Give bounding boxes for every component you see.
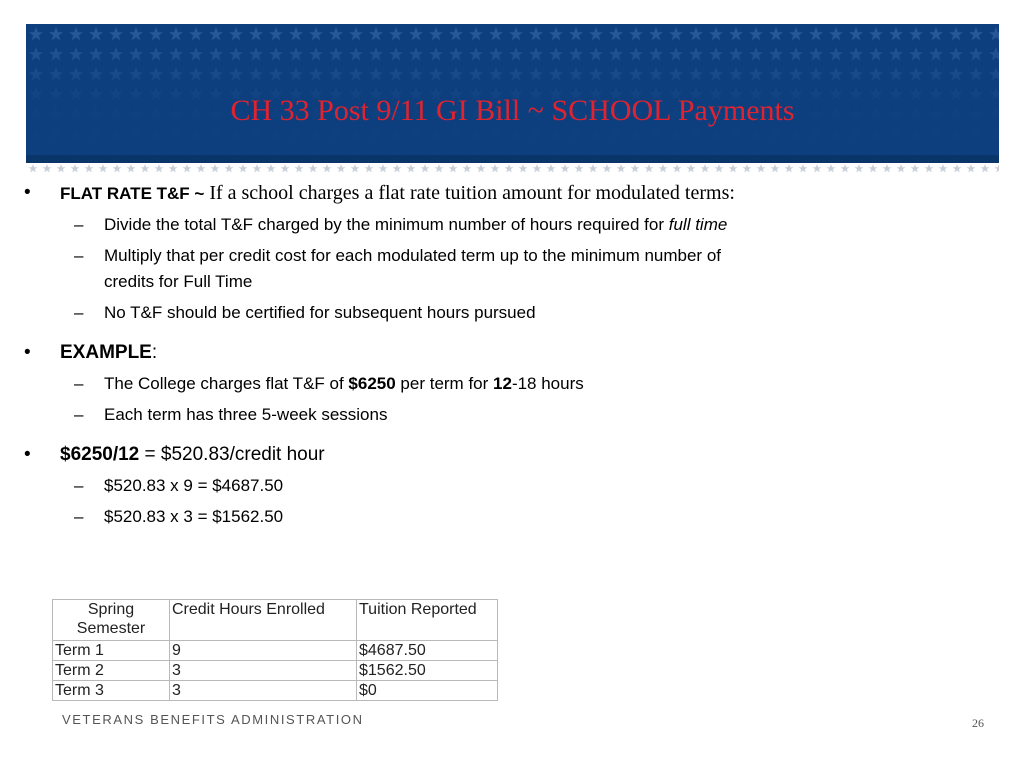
footer-org: VETERANS BENEFITS ADMINISTRATION bbox=[62, 712, 364, 727]
dash-glyph: – bbox=[74, 246, 84, 265]
sub-bullet-text: per term for bbox=[395, 374, 494, 393]
table-cell: Term 3 bbox=[53, 681, 170, 701]
sub-bullet-hours: 12 bbox=[493, 374, 512, 393]
table-cell: $1562.50 bbox=[357, 661, 498, 681]
table-cell: $4687.50 bbox=[357, 641, 498, 661]
bullet-rate-calc bbox=[24, 442, 984, 468]
banner-bottom-band bbox=[26, 155, 999, 163]
table-row bbox=[53, 681, 498, 701]
dash-glyph: – bbox=[74, 405, 84, 424]
sub-bullet-text-line2: credits for Full Time bbox=[104, 272, 253, 291]
dash-glyph: – bbox=[74, 476, 84, 495]
slide-title: CH 33 Post 9/11 GI Bill ~ SCHOOL Payments bbox=[230, 94, 795, 127]
col-header-tuition: Tuition Reported bbox=[357, 600, 498, 641]
title-banner bbox=[26, 24, 999, 163]
bullet-example bbox=[24, 340, 984, 366]
sub-bullet-text: Divide the total T&F charged by the minimum number of hours required for bbox=[104, 215, 669, 234]
sub-bullet bbox=[24, 473, 984, 499]
sub-bullet bbox=[24, 402, 984, 428]
tuition-table bbox=[52, 599, 498, 701]
page-number: 26 bbox=[972, 716, 984, 730]
bullet-text: If a school charges a flat rate tuition amount for modulated terms: bbox=[204, 182, 735, 204]
table-row bbox=[53, 661, 498, 681]
sub-bullet bbox=[24, 504, 984, 530]
sub-bullet-text: The College charges flat T&F of bbox=[104, 374, 349, 393]
sub-bullet-text: No T&F should be certified for subsequent hours pursued bbox=[104, 303, 536, 322]
banner-star-strip bbox=[26, 163, 999, 173]
table-cell: $0 bbox=[357, 681, 498, 701]
dash-glyph: – bbox=[74, 374, 84, 393]
bullet-lead: EXAMPLE bbox=[60, 342, 152, 363]
sub-bullet bbox=[24, 212, 984, 238]
sub-bullet bbox=[24, 371, 984, 397]
bullet-text: = $520.83/credit hour bbox=[139, 444, 325, 465]
table-row bbox=[53, 641, 498, 661]
sub-bullet bbox=[24, 243, 984, 295]
col-header-semester: Spring Semester bbox=[53, 600, 170, 641]
bullet-flat-rate bbox=[24, 180, 984, 207]
dash-glyph: – bbox=[74, 215, 84, 234]
table-cell: Term 2 bbox=[53, 661, 170, 681]
col-header-credit-hours: Credit Hours Enrolled bbox=[170, 600, 357, 641]
table-cell: 9 bbox=[170, 641, 357, 661]
table-cell: 3 bbox=[170, 681, 357, 701]
sub-bullet-amount: $6250 bbox=[348, 374, 396, 393]
bullet-glyph: • bbox=[24, 444, 31, 465]
dash-glyph: – bbox=[74, 507, 84, 526]
sub-bullet-text: -18 hours bbox=[511, 374, 584, 393]
bullet-lead: $6250/12 bbox=[60, 444, 140, 465]
table-cell: 3 bbox=[170, 661, 357, 681]
bullet-text: : bbox=[151, 342, 158, 363]
table-cell: Term 1 bbox=[53, 641, 170, 661]
sub-bullet-text: Each term has three 5-week sessions bbox=[104, 405, 388, 424]
sub-bullet bbox=[24, 300, 984, 326]
sub-bullet-text: $520.83 x 3 = $1562.50 bbox=[104, 507, 284, 526]
sub-bullet-text: $520.83 x 9 = $4687.50 bbox=[104, 476, 284, 495]
bullet-glyph: • bbox=[24, 342, 31, 363]
table-header-row bbox=[53, 600, 498, 641]
dash-glyph: – bbox=[74, 303, 84, 322]
slide-body bbox=[24, 180, 984, 530]
bullet-glyph: • bbox=[24, 182, 31, 203]
bullet-lead: FLAT RATE T&F ~ bbox=[60, 184, 205, 203]
sub-bullet-emphasis: full time bbox=[668, 215, 728, 234]
sub-bullet-text-line1: Multiply that per credit cost for each modulated term up to the minimum number of bbox=[104, 246, 721, 265]
